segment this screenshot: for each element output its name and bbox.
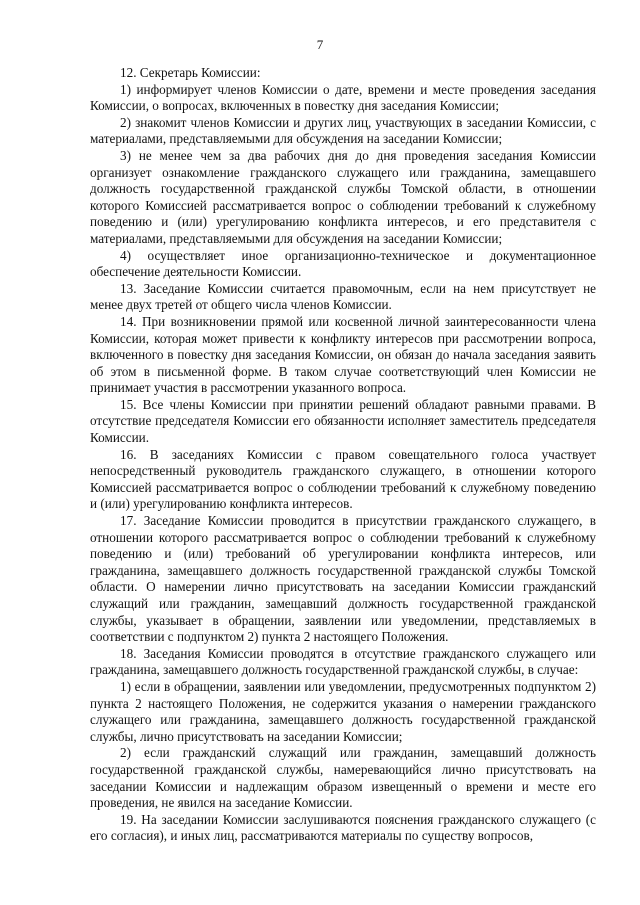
paragraph-13: 13. Заседание Комиссии считается правомочным, если на нем присутствует не менее двух третей от общего числа членов Комиссии. <box>90 280 596 313</box>
paragraph-18-item-2: 2) если гражданский служащий или гражданин, замещавший должность государственной гражданской службы, намеревающийся лично присутствовать на заседании Комиссии и надлежащим образом извещенный о времени и месте его проведения, не явился на заседание Комиссии. <box>90 745 596 811</box>
paragraph-12-item-2: 2) знакомит членов Комиссии и других лиц, участвующих в заседании Комиссии, с материалами, представляемыми для обсуждения на заседании Комиссии; <box>90 114 596 147</box>
paragraph-12-item-4: 4) осуществляет иное организационно-техническое и документационное обеспечение деятельности Комиссии. <box>90 247 596 280</box>
document-body <box>90 65 596 845</box>
paragraph-18-item-1: 1) если в обращении, заявлении или уведомлении, предусмотренных подпунктом 2) пункта 2 настоящего Положения, не содержится указания о намерении гражданского служащего или гражданина, замещавшего должность государственной гражданской службы, лично присутствовать на заседании Комиссии; <box>90 678 596 744</box>
paragraph-16: 16. В заседаниях Комиссии с правом совещательного голоса участвует непосредственный руководитель гражданского служащего, в отношении которого Комиссией рассматривается вопрос о соблюдении требований к служебному поведению и (или) урегулированию конфликта интересов. <box>90 446 596 512</box>
paragraph-15: 15. Все члены Комиссии при принятии решений обладают равными правами. В отсутствие председателя Комиссии его обязанности исполняет заместитель председателя Комиссии. <box>90 396 596 446</box>
paragraph-17: 17. Заседание Комиссии проводится в присутствии гражданского служащего, в отношении которого рассматривается вопрос о соблюдении требований к служебному поведению и (или) требований об урегулировании конфликта интересов, или гражданина, замещавшего должность государственной гражданской службы Томской области. О намерении лично присутствовать на заседании Комиссии гражданский служащий или гражданин, замещавший должность государственной гражданской службы, указывает в обращении, заявлении или уведомлении, представляемых в соответствии с подпунктом 2) пункта 2 настоящего Положения. <box>90 513 596 645</box>
paragraph-12-heading: 12. Секретарь Комиссии: <box>120 65 261 80</box>
paragraph-12-item-3: 3) не менее чем за два рабочих дня до дня проведения заседания Комиссии организует ознакомление гражданского служащего или гражданина, замещавшего должность государственной гражданской службы Томской области, в отношении которого Комиссией рассматривается вопрос о соблюдении требований к служебному поведению и (или) урегулированию конфликта интересов, и его представителя с материалами, представляемыми для обсуждения на заседании Комиссии; <box>90 147 596 246</box>
paragraph-19: 19. На заседании Комиссии заслушиваются пояснения гражданского служащего (с его согласия), и иных лиц, рассматриваются материалы по существу вопросов, <box>90 811 596 844</box>
paragraph-14: 14. При возникновении прямой или косвенной личной заинтересованности члена Комиссии, которая может привести к конфликту интересов при рассмотрении вопроса, включенного в повестку дня заседания Комиссии, он обязан до начала заседания заявить об этом в письменной форме. В таком случае соответствующий член Комиссии не принимает участия в рассмотрении указанного вопроса. <box>90 313 596 396</box>
paragraph-12-item-1: 1) информирует членов Комиссии о дате, времени и месте проведения заседания Комиссии, о вопросах, включенных в повестку дня заседания Комиссии; <box>90 81 596 114</box>
page-number: 7 <box>316 37 324 52</box>
paragraph-18: 18. Заседания Комиссии проводятся в отсутствие гражданского служащего или гражданина, замещавшего должность государственной гражданской службы, в случае: <box>90 645 596 678</box>
